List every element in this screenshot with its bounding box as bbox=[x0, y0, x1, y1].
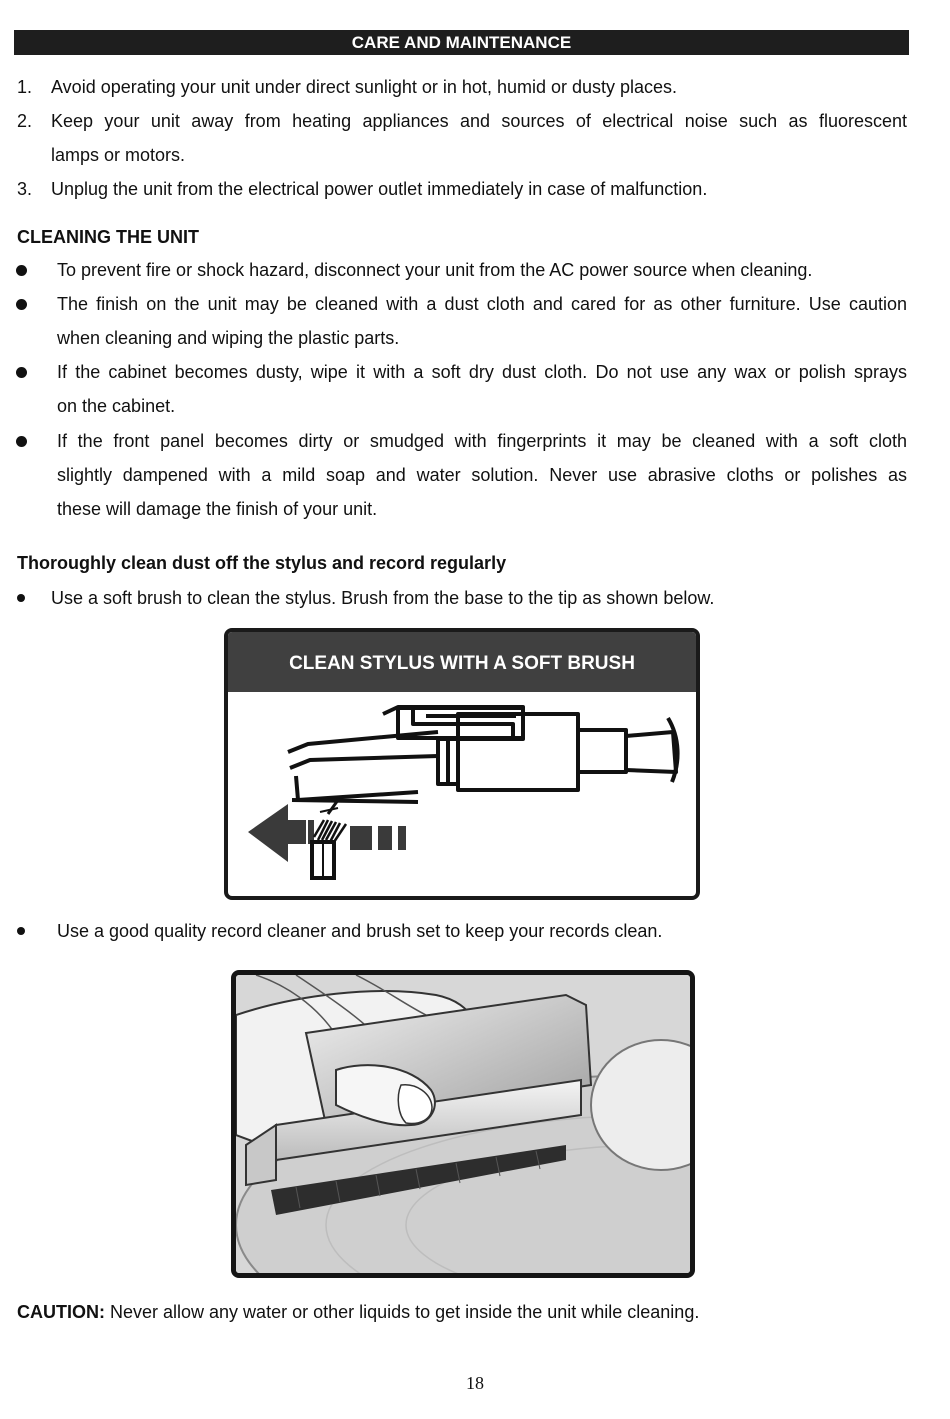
bullet-text: Use a good quality record cleaner and brush set to keep your records clean. bbox=[57, 921, 663, 941]
bullet-dot bbox=[16, 265, 27, 276]
stylus-cleaning-figure bbox=[224, 628, 700, 900]
section-header: CARE AND MAINTENANCE bbox=[14, 30, 909, 55]
list-number: 1. bbox=[17, 77, 33, 97]
bullet-dot bbox=[17, 927, 25, 935]
list-text: Keep your unit away from heating appliances and sources of electrical noise such as fluorescent bbox=[51, 111, 907, 131]
list-text: Unplug the unit from the electrical power outlet immediately in case of malfunction. bbox=[51, 179, 708, 199]
stylus-heading: Thoroughly clean dust off the stylus and record regularly bbox=[17, 553, 507, 573]
bullet-dot bbox=[16, 299, 27, 310]
bullet-text: slightly dampened with a mild soap and water solution. Never use abrasive cloths or polishes as bbox=[57, 465, 907, 485]
bullet-text: Use a soft brush to clean the stylus. Brush from the base to the tip as shown below. bbox=[51, 588, 715, 608]
bullet-text: If the cabinet becomes dusty, wipe it with a soft dry dust cloth. Do not use any wax or polish sprays bbox=[57, 362, 907, 382]
bullet-text: The finish on the unit may be cleaned with a dust cloth and cared for as other furniture. Use caution bbox=[57, 294, 907, 314]
caution-text: Never allow any water or other liquids to get inside the unit while cleaning. bbox=[105, 1302, 700, 1322]
list-text: Avoid operating your unit under direct sunlight or in hot, humid or dusty places. bbox=[51, 77, 678, 97]
bullet-text: when cleaning and wiping the plastic parts. bbox=[57, 328, 400, 348]
record-brush-illustration bbox=[236, 975, 690, 1273]
bullet-text: If the front panel becomes dirty or smudged with fingerprints it may be cleaned with a soft cloth bbox=[57, 431, 907, 451]
list-number: 3. bbox=[17, 179, 33, 199]
cleaning-heading: CLEANING THE UNIT bbox=[17, 227, 199, 247]
caution-note bbox=[17, 1297, 699, 1327]
bullet-dot bbox=[16, 367, 27, 378]
bullet-text: To prevent fire or shock hazard, disconnect your unit from the AC power source when cleaning. bbox=[57, 260, 813, 280]
bullet-dot bbox=[16, 436, 27, 447]
bullet-text: on the cabinet. bbox=[57, 396, 176, 416]
page-number: 18 bbox=[466, 1373, 484, 1393]
bullet-dot bbox=[17, 594, 25, 602]
list-text: lamps or motors. bbox=[51, 145, 186, 165]
figure-title: CLEAN STYLUS WITH A SOFT BRUSH bbox=[228, 632, 696, 692]
list-number: 2. bbox=[17, 111, 33, 131]
stylus-brush-illustration bbox=[228, 692, 696, 896]
bullet-text: these will damage the finish of your unit. bbox=[57, 499, 378, 519]
caution-label: CAUTION: bbox=[17, 1302, 105, 1322]
record-cleaning-photo bbox=[231, 970, 695, 1278]
